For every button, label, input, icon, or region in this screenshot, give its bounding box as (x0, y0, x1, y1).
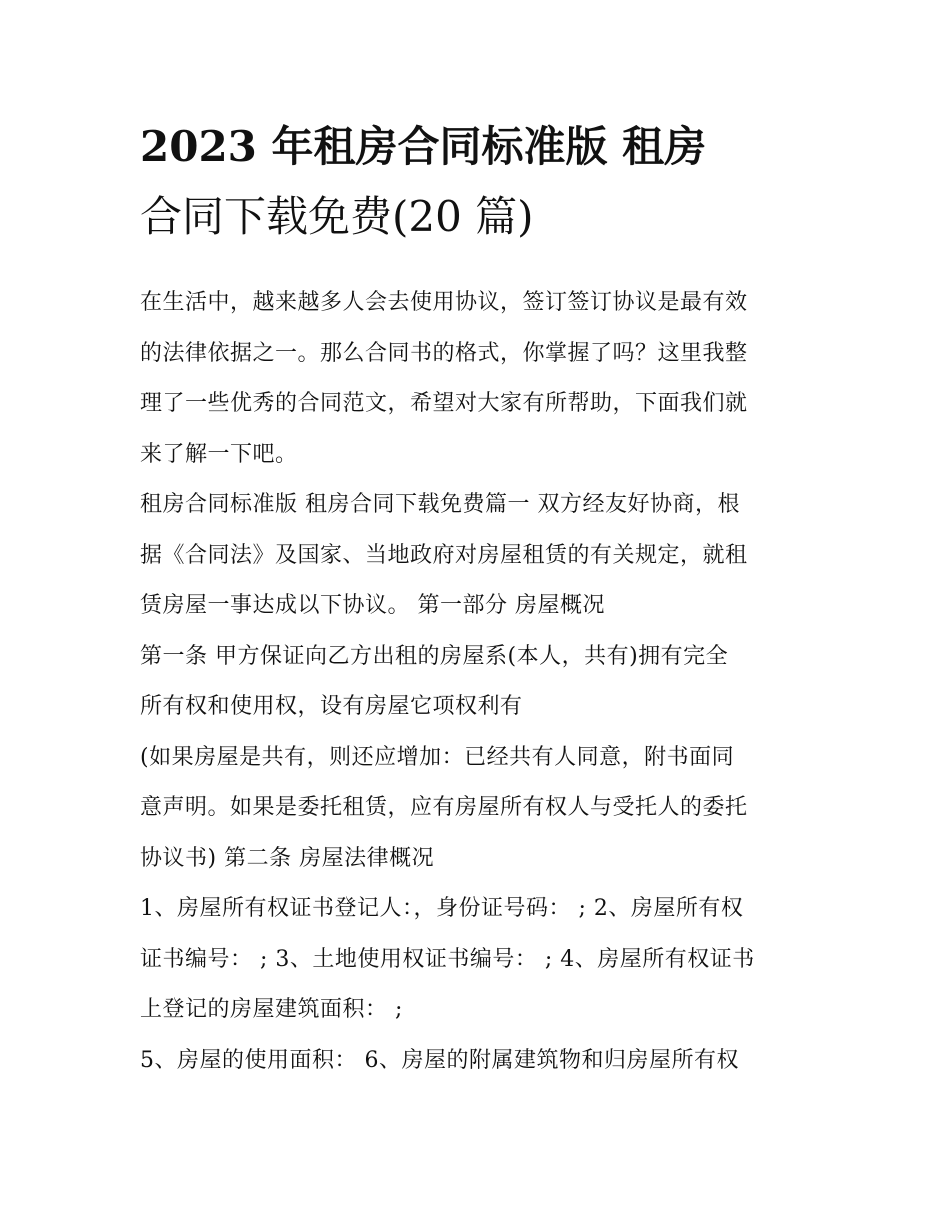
title-line-1 (140, 112, 820, 182)
document-body (140, 278, 820, 1086)
body-line: 协议书) 第二条 房屋法律概况 (140, 845, 435, 871)
body-line: 理了一些优秀的合同范文，希望对大家有所帮助，下面我们就 (140, 391, 748, 416)
body-line: 5、房屋的使用面积： 6、房屋的附属建筑物和归房屋所有权 (140, 1047, 739, 1073)
title-line-1-text: 2023 年租房合同标准版 租房 (140, 122, 707, 171)
body-line: 在生活中，越来越多人会去使用协议，签订签订协议是最有效 (140, 290, 748, 315)
body-line: 意声明。如果是委托租赁，应有房屋所有权人与受托人的委托 (140, 795, 748, 820)
body-line: 第一条 甲方保证向乙方出租的房屋系(本人，共有)拥有完全 (140, 643, 729, 669)
body-line: 租房合同标准版 租房合同下载免费篇一 双方经友好协商，根 (140, 492, 740, 517)
body-line: 1、房屋所有权证书登记人：，身份证号码： ; 2、房屋所有权 (140, 896, 744, 921)
body-line: 赁房屋一事达成以下协议。 第一部分 房屋概况 (140, 593, 605, 618)
title-line-2-text: 合同下载免费(20 篇) (140, 192, 534, 241)
title-line-2 (140, 182, 820, 252)
body-line: 来了解一下吧。 (140, 441, 298, 467)
body-line: 的法律依据之一。那么合同书的格式，你掌握了吗？这里我整 (140, 340, 748, 366)
body-line: 所有权和使用权，设有房屋它项权利有 (140, 694, 523, 719)
body-line: 据《合同法》及国家、当地政府对房屋租赁的有关规定，就租 (140, 542, 748, 568)
body-line: (如果房屋是共有，则还应增加：已经共有人同意，附书面同 (140, 744, 735, 770)
body-line: 证书编号： ; 3、土地使用权证书编号： ; 4、房屋所有权证书 (140, 946, 755, 972)
body-line: 上登记的房屋建筑面积： ; (140, 997, 403, 1022)
document-title (140, 112, 820, 252)
